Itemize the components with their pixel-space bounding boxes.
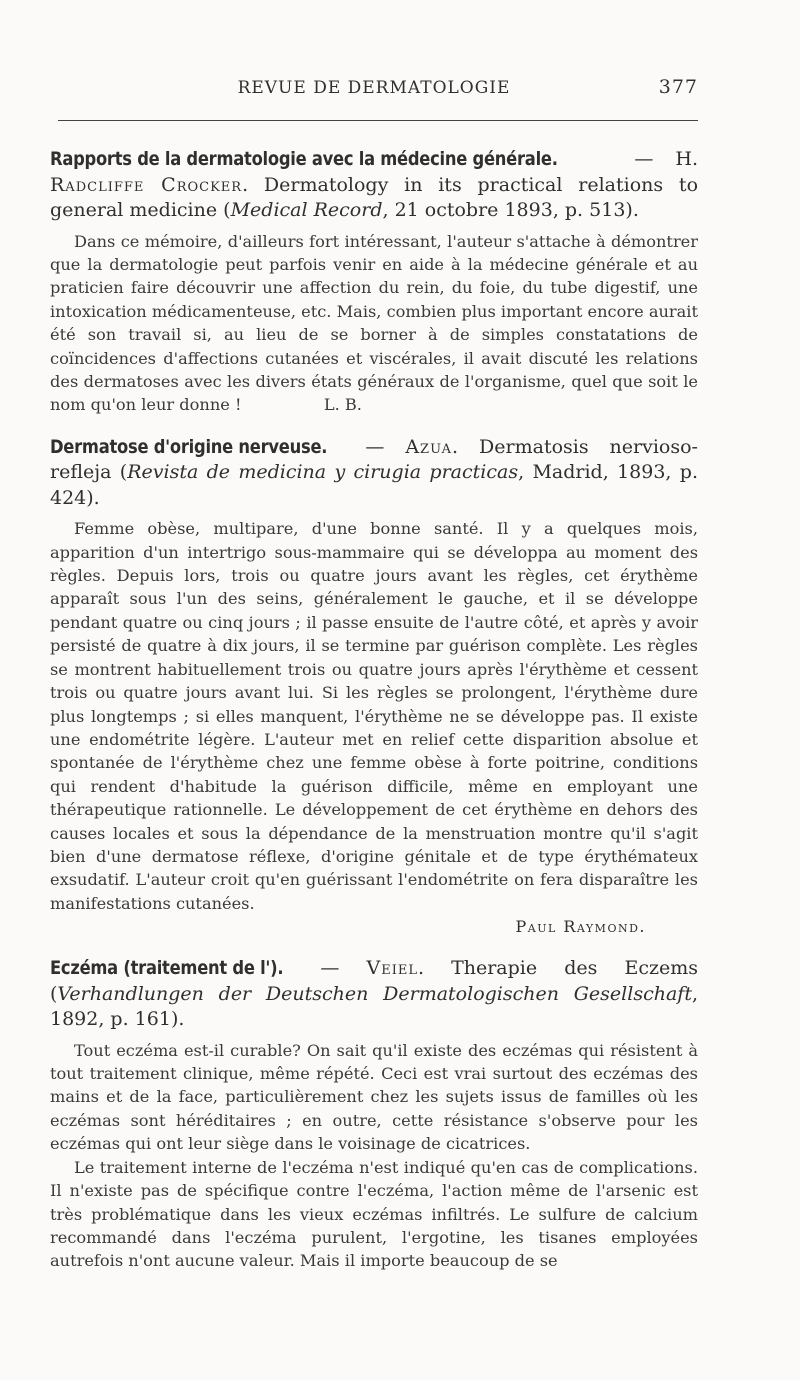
running-head-title: REVUE DE DERMATOLOGIE (237, 78, 511, 98)
article-heading: Eczéma (traitement de l'). — Veiel. Therapie des Eczems (Verhandlungen der Deutschen Dermatologischen Gesellschaft, 1892, p. 161). (50, 957, 698, 1031)
article-signature: L. B. (323, 395, 362, 415)
article-title: Dermatose d'origine nerveuse. (50, 435, 328, 458)
page-number: 377 (658, 76, 698, 98)
article-author: Veiel (366, 957, 418, 980)
article-title: Eczéma (traitement de l'). (50, 957, 284, 980)
header-rule (58, 120, 698, 121)
article-2 (50, 435, 698, 938)
article-paragraph: Femme obèse, multipare, d'une bonne santé. Il y a quelques mois, apparition d'un intertrigo sous-mammaire qui se développa au moment des règles. Depuis lors, trois ou quatre jours avant les règles, cet érythème apparaît sous l'un des seins, généralement le gauche, et il se développe pendant quatre ou cinq jours ; il passe ensuite de l'autre côté, et après y avoir persisté de quatre à dix jours, il se termine par guérison complète. Les règles se montrent habituellement trois ou quatre jours après l'érythème et cessent trois ou quatre jours avant lui. Si les règles se prolongent, l'érythème dure plus longtemps ; si elles manquent, l'érythème ne se développe pas. Il existe une endométrite légère. L'auteur met en relief cette disparition absolue et spontanée de l'érythème chez une femme obèse à forte poitrine, conditions qui rendent d'habitude la guérison difficile, même en employant une thérapeutique rationnelle. Le développement de cet érythème en dehors des causes locales et sous la dépendance de la menstruation montre qu'il s'agit bien d'une dermatose réflexe, d'origine génitale et de type érythémateux exsudatif. L'auteur croit qu'en guérissant l'endométrite on fera disparaître les manifestations cutanées. (50, 519, 698, 913)
article-title: Rapports de la dermatologie avec la médecine générale. (50, 148, 558, 170)
article-signature: Paul Raymond. (515, 917, 646, 937)
article-author: Radcliffe Crocker (50, 173, 243, 196)
article-heading: Rapports de la dermatologie avec la médecine générale. — H. Radcliffe Crocker. Dermatology in its practical relations to general medicine (Medical Record, 21 octobre 1893, p. 513). (50, 148, 699, 221)
article-paragraph: Tout eczéma est-il curable? On sait qu'il existe des eczémas qui résistent à tout traitement clinique, même répété. Ceci est vrai surtout des eczémas des mains et de la face, particulièrement chez les sujets issus de familles où les eczémas sont héréditaires ; en outre, cette résistance s'observe pour les eczémas qui ont leur siège dans le voisinage de cicatrices. (50, 1040, 698, 1154)
article-author: Azua (405, 435, 453, 458)
running-head (50, 74, 698, 104)
article-1 (50, 147, 698, 417)
article-paragraph: Dans ce mémoire, d'ailleurs fort intéressant, l'auteur s'attache à démontrer que la dermatologie peut parfois venir en aide à la médecine générale et au praticien faire découvrir une affection du rein, du foie, du tube digestif, une intoxication médicamenteuse, etc. Mais, combien plus important encore aurait été son travail si, au lieu de se borner à de simples constatations de coïncidences d'affections cutanées et viscérales, il avait discuté les relations des dermatoses avec les divers états généraux de l'organisme, quel que soit le nom qu'on leur donne ! L. B. (50, 231, 698, 415)
article-heading: Dermatose d'origine nerveuse. — Azua. Dermatosis nervioso-refleja (Revista de medicina y cirugia practicas, Madrid, 1893, p. 424). (50, 435, 698, 509)
article-paragraph: Le traitement interne de l'eczéma n'est indiqué qu'en cas de complications. Il n'existe pas de spécifique contre l'eczéma, l'action même de l'arsenic est très problématique dans les vieux eczémas infiltrés. Le sulfure de calcium recommandé dans l'eczéma purulent, l'ergotine, les tisanes employées autrefois n'ont aucune valeur. Mais il importe beaucoup de se (50, 1157, 698, 1271)
article-source: Revista de medicina y cirugia practicas (127, 461, 519, 484)
article-source: Medical Record (230, 199, 383, 221)
article-source: Verhandlungen der Deutschen Dermatologischen Gesellschaft (57, 982, 692, 1005)
article-3 (50, 956, 698, 1273)
page (50, 74, 698, 1273)
